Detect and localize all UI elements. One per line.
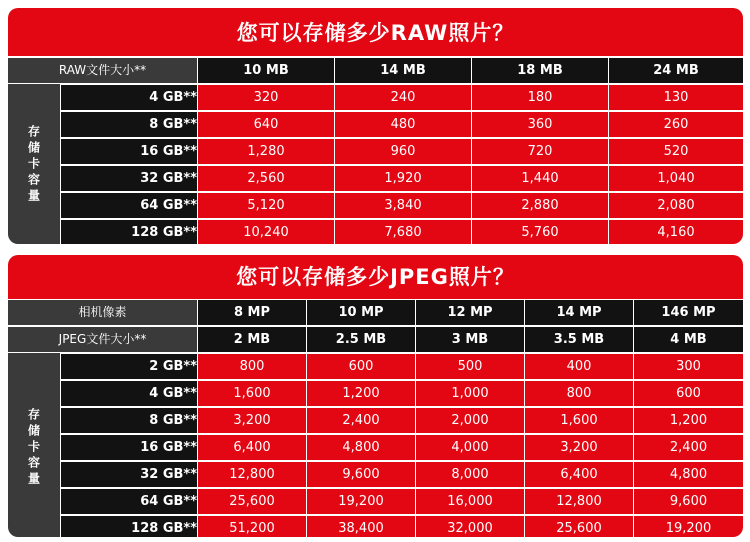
photo-count-cell: 360 [472,112,608,137]
table-row [61,192,743,219]
raw-header-grid [8,57,743,84]
photo-count-cell: 3,200 [525,435,633,460]
raw-file-size-label: RAW文件大小** [8,58,197,83]
photo-count-cell: 2,400 [307,408,415,433]
megapixel-header: 146 MP [634,300,743,325]
jpeg-capacity-table [8,255,743,537]
jpeg-header-grid [8,299,743,353]
photo-count-cell: 5,120 [198,193,334,218]
table-row [61,407,743,434]
photo-count-cell: 520 [609,139,743,164]
photo-count-cell: 240 [335,85,471,110]
photo-count-cell: 600 [307,354,415,379]
photo-count-cell: 1,920 [335,166,471,191]
photo-count-cell: 3,840 [335,193,471,218]
photo-count-cell: 8,000 [416,462,524,487]
photo-count-cell: 16,000 [416,489,524,514]
photo-count-cell: 6,400 [525,462,633,487]
photo-count-cell: 4,800 [634,462,743,487]
photo-count-cell: 800 [198,354,306,379]
photo-count-cell: 2,080 [609,193,743,218]
photo-count-cell: 2,400 [634,435,743,460]
photo-count-cell: 4,000 [416,435,524,460]
photo-count-cell: 400 [525,354,633,379]
raw-capacity-table [8,8,743,244]
photo-count-cell: 3,200 [198,408,306,433]
jpeg-capacity-side-label: 存储卡容量 [8,353,60,537]
photo-count-cell: 9,600 [634,489,743,514]
photo-count-cell: 2,000 [416,408,524,433]
megapixel-header: 10 MP [307,300,415,325]
table-row [61,84,743,111]
photo-count-cell: 1,200 [634,408,743,433]
jpeg-file-size-header: 2 MB [198,327,306,352]
photo-count-cell: 51,200 [198,516,306,537]
table-row [61,488,743,515]
photo-count-cell: 2,560 [198,166,334,191]
table-row [61,461,743,488]
megapixel-header: 8 MP [198,300,306,325]
photo-count-cell: 640 [198,112,334,137]
jpeg-table-title: 您可以存储多少JPEG照片？ [8,255,743,299]
table-row [61,219,743,244]
photo-count-cell: 600 [634,381,743,406]
photo-count-cell: 2,880 [472,193,608,218]
photo-count-cell: 1,000 [416,381,524,406]
table-row [61,111,743,138]
raw-file-size-header: 18 MB [472,58,608,83]
photo-count-cell: 32,000 [416,516,524,537]
photo-count-cell: 320 [198,85,334,110]
megapixel-header: 14 MP [525,300,633,325]
raw-file-size-header: 24 MB [609,58,743,83]
photo-count-cell: 19,200 [307,489,415,514]
jpeg-file-size-header: 3.5 MB [525,327,633,352]
capacity-label: 4 GB** [61,85,197,110]
jpeg-file-size-header-row [8,326,743,353]
photo-count-cell: 1,040 [609,166,743,191]
capacity-label: 32 GB** [61,462,197,487]
raw-capacity-side-label: 存储卡容量 [8,84,60,244]
table-row [61,353,743,380]
photo-count-cell: 260 [609,112,743,137]
photo-count-cell: 720 [472,139,608,164]
table-row [61,434,743,461]
photo-count-cell: 1,600 [525,408,633,433]
capacity-label: 16 GB** [61,435,197,460]
jpeg-file-size-label: JPEG文件大小** [8,327,197,352]
photo-count-cell: 12,800 [525,489,633,514]
photo-count-cell: 1,440 [472,166,608,191]
raw-data-rows [61,84,743,244]
photo-count-cell: 4,800 [307,435,415,460]
raw-file-size-header: 14 MB [335,58,471,83]
photo-count-cell: 25,600 [198,489,306,514]
photo-count-cell: 4,160 [609,220,743,244]
jpeg-megapixel-header-row [8,299,743,326]
photo-count-cell: 12,800 [198,462,306,487]
table-row [61,515,743,537]
camera-pixels-label: 相机像素 [8,300,197,325]
capacity-label: 128 GB** [61,220,197,244]
photo-count-cell: 300 [634,354,743,379]
capacity-label: 64 GB** [61,193,197,218]
photo-count-cell: 7,680 [335,220,471,244]
capacity-label: 2 GB** [61,354,197,379]
capacity-label: 32 GB** [61,166,197,191]
table-row [61,165,743,192]
photo-count-cell: 38,400 [307,516,415,537]
capacity-label: 64 GB** [61,489,197,514]
raw-file-size-header-row [8,57,743,84]
photo-count-cell: 1,600 [198,381,306,406]
jpeg-file-size-header: 4 MB [634,327,743,352]
photo-count-cell: 5,760 [472,220,608,244]
table-row [61,380,743,407]
photo-count-cell: 500 [416,354,524,379]
photo-count-cell: 9,600 [307,462,415,487]
jpeg-file-size-header: 2.5 MB [307,327,415,352]
raw-file-size-header: 10 MB [198,58,334,83]
raw-table-title: 您可以存储多少RAW照片？ [8,8,743,56]
photo-count-cell: 480 [335,112,471,137]
capacity-label: 4 GB** [61,381,197,406]
photo-count-cell: 1,200 [307,381,415,406]
photo-count-cell: 960 [335,139,471,164]
photo-count-cell: 180 [472,85,608,110]
capacity-label: 16 GB** [61,139,197,164]
photo-count-cell: 800 [525,381,633,406]
capacity-label: 128 GB** [61,516,197,537]
jpeg-data-rows [61,353,743,537]
capacity-label: 8 GB** [61,112,197,137]
table-row [61,138,743,165]
photo-count-cell: 6,400 [198,435,306,460]
photo-count-cell: 10,240 [198,220,334,244]
photo-count-cell: 1,280 [198,139,334,164]
photo-count-cell: 19,200 [634,516,743,537]
capacity-label: 8 GB** [61,408,197,433]
megapixel-header: 12 MP [416,300,524,325]
jpeg-file-size-header: 3 MB [416,327,524,352]
photo-count-cell: 25,600 [525,516,633,537]
photo-count-cell: 130 [609,85,743,110]
